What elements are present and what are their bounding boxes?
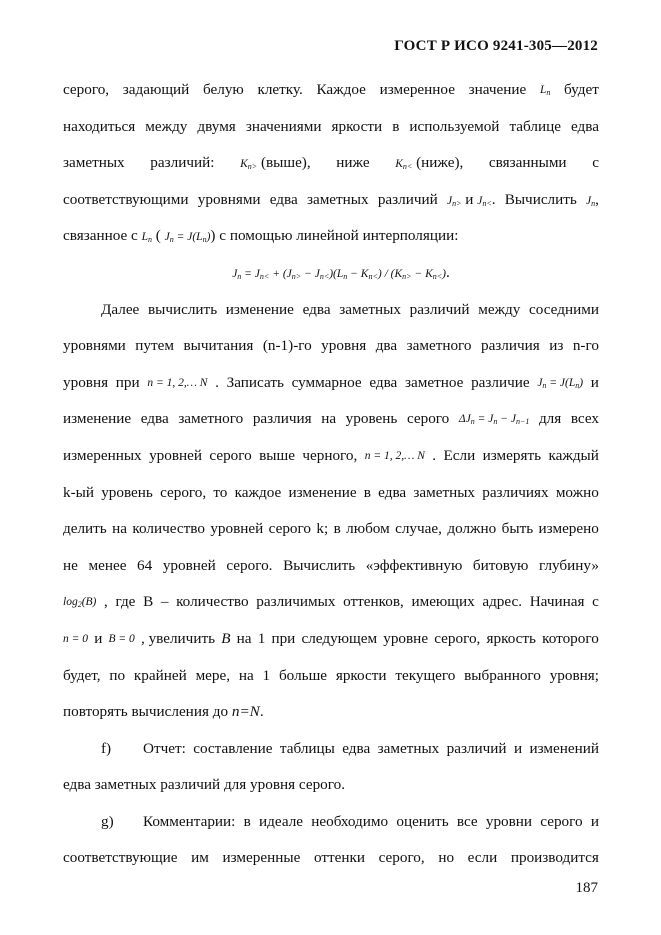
- text-line: повторять вычисления до n=N.: [63, 703, 264, 721]
- text-line: находиться между двумя значениями яркости в используемой таблице едва: [63, 117, 599, 135]
- text-line: серого, задающий белую клетку. Каждое измеренное значение Ln будет: [63, 81, 599, 98]
- text-line: измеренных уровней серого выше черного, n = 1, 2,… N . Если измерять каждый: [63, 446, 599, 464]
- interpolation-formula: Jn = Jn< + (Jn> − Jn<)(Ln − Kn<) / (Kn> − Kn<).: [232, 263, 450, 281]
- text-line: связанное с Ln ( Jn = J(Ln)) с помощью линейной интерполяции:: [63, 227, 459, 245]
- text-line: log2(B) , где B – количество различимых оттенков, имеющих адрес. Начиная с: [63, 593, 599, 611]
- text-line: не менее 64 уровней серого. Вычислить «эффективную битовую глубину»: [63, 556, 599, 574]
- text-line: заметных различий: Kn> (выше), ниже Kn< (ниже), связанными с: [63, 154, 599, 172]
- text-line: соответствующие им измеренные оттенки серого, но если производится: [63, 849, 599, 867]
- text-line: едва заметных различий для уровня серого.: [63, 776, 346, 794]
- text-line: изменение едва заметного различия на уровень серого ΔJn = Jn − Jn−1 для всех: [63, 410, 599, 428]
- text-line: уровнями путем вычитания (n-1)-го уровня два заметного различия из n-го: [63, 337, 599, 355]
- text-line: Далее вычислить изменение едва заметных различий между соседними: [101, 300, 599, 318]
- text-line: n = 0 и B = 0 , увеличить B на 1 при следующем уровне серого, яркость которого: [63, 629, 599, 647]
- page-number: 187: [575, 880, 598, 896]
- list-item-f: f) Отчет: составление таблицы едва заметных различий и изменений: [101, 739, 599, 757]
- list-item-g: g) Комментарии: в идеале необходимо оценить все уровни серого и: [101, 812, 599, 830]
- document-header: ГОСТ Р ИСО 9241-305—2012: [394, 38, 598, 54]
- text-line: делить на количество уровней серого k; в любом случае, должно быть измерено: [63, 520, 599, 538]
- text-line: будет, по крайней мере, на 1 больше яркости текущего выбранного уровня;: [63, 666, 599, 684]
- text-line: соответствующими уровнями едва заметных различий Jn> и Jn<. Вычислить Jn,: [63, 190, 599, 208]
- text-line: k-ый уровень серого, то каждое изменение в едва заметных различиях можно: [63, 483, 599, 501]
- text-line: уровня при n = 1, 2,… N . Записать суммарное едва заметное различие Jn = J(Ln) и: [63, 373, 599, 391]
- body-text: [63, 72, 599, 877]
